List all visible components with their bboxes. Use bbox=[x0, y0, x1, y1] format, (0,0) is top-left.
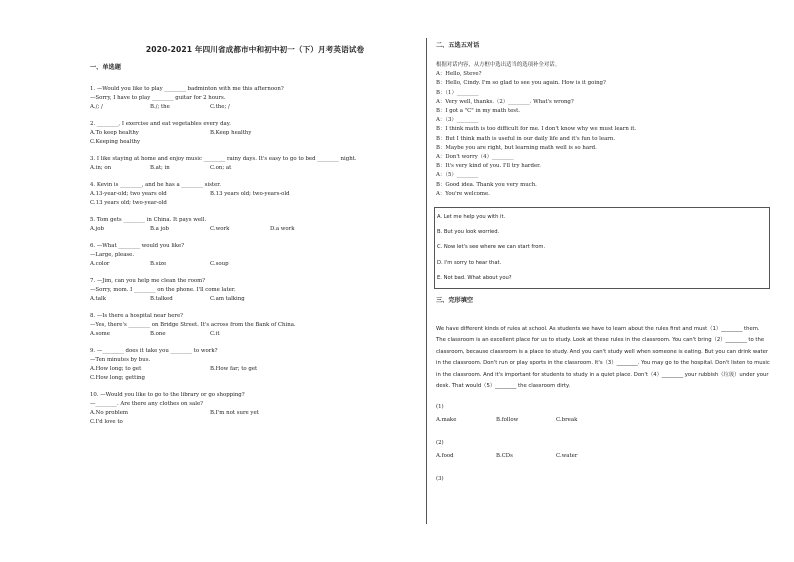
option-b: B.Keep healthy bbox=[210, 130, 252, 136]
question-3 bbox=[90, 155, 410, 173]
question-text: 3. I like staying at home and enjoy music ________ rainy days. It's easy to go to bed ________ night. bbox=[90, 156, 357, 162]
question-1 bbox=[90, 85, 410, 112]
option-a: A.in; on bbox=[90, 165, 112, 171]
options-row bbox=[90, 225, 410, 234]
right-column bbox=[436, 40, 772, 488]
question-9 bbox=[90, 347, 410, 383]
option-a: A.To keep healthy bbox=[90, 130, 139, 136]
option-c: C.it bbox=[210, 331, 220, 337]
question-text: —Sorry, mom. I ________ on the phone. I'll come later. bbox=[90, 287, 236, 293]
section-heading-single-choice: 一、单选题 bbox=[90, 64, 121, 71]
dialogue-line: B：It's very kind of you. I'll try harder. bbox=[436, 163, 541, 170]
option-b: B.13 years old; two-years-old bbox=[210, 191, 290, 197]
options-row bbox=[90, 190, 410, 199]
cloze-question-1 bbox=[436, 403, 772, 425]
question-text: —Ten minutes by bus. bbox=[90, 357, 151, 363]
option-b: B.I'm not sure yet bbox=[210, 410, 259, 416]
question-5 bbox=[90, 216, 410, 234]
option-b: B.at; in bbox=[150, 165, 170, 171]
options-row bbox=[436, 416, 772, 425]
cloze-number: (1) bbox=[436, 403, 444, 410]
option-a: A.job bbox=[90, 226, 104, 232]
question-text: 1. —Would you like to play ________ badminton with me this afternoon? bbox=[90, 86, 284, 92]
question-6 bbox=[90, 242, 410, 269]
option-c: C.soup bbox=[210, 261, 229, 267]
dialogue-line: B：Hello, Cindy. I'm so glad to see you again. How is it going? bbox=[436, 80, 606, 87]
question-text: —Large, please. bbox=[90, 252, 135, 258]
question-10 bbox=[90, 391, 410, 427]
option-a: A.How long; to get bbox=[90, 366, 142, 372]
option-c: C.water bbox=[556, 452, 578, 459]
dialogue-line: B：But I think math is useful in our daily life and it's fun to learn. bbox=[436, 135, 616, 142]
box-option-c: C. Now let's see where we can start from. bbox=[437, 244, 546, 251]
question-7 bbox=[90, 277, 410, 304]
question-text: 7. —Jim, can you help me clean the room? bbox=[90, 278, 206, 284]
question-text: 8. —Is there a hospital near here? bbox=[90, 313, 184, 319]
dialogue-line: A：Don't worry（4）________ bbox=[436, 154, 514, 161]
dialogue-line: B：Good idea. Thank you very much. bbox=[436, 181, 537, 188]
options-row bbox=[90, 330, 410, 339]
question-text: 10. —Would you like to go to the library or go shopping? bbox=[90, 392, 245, 398]
options-box bbox=[434, 207, 770, 289]
option-d: D.a work bbox=[270, 226, 295, 232]
box-option-b: B. But you look worried. bbox=[437, 229, 500, 236]
options-row bbox=[90, 295, 410, 304]
question-text: 9. —________ does it take you ________ to work? bbox=[90, 348, 218, 354]
option-b: B.one bbox=[150, 331, 166, 337]
cloze-passage: We have different kinds of rules at school. As students we have to learn about the rules first and must（1）________ them. The classroom is an excellent place for us to study. Look at these rules in the classroom. You can't bring（2）________ to the classroom, because classroom is a place to study. And you can't study well when someone is eating. But you can drink water in the classroom. Don't run or play sports in the classroom. It's（3）________. You may go to the hospital. Don't listen to music in the classroom. And it's important for students to study in a quiet place. Don't（4）________ your rubbish（垃圾）under your desk. That would（5）________ the classroom dirty. bbox=[436, 326, 770, 390]
dialogue-line: B：I got a "C" in my math test. bbox=[436, 108, 520, 115]
cloze-question-3 bbox=[436, 475, 772, 484]
dialogue-line: A：（5）________ bbox=[436, 172, 479, 179]
option-b: B.How far; to get bbox=[210, 366, 258, 372]
dialogue-line: A：You're welcome. bbox=[436, 190, 490, 197]
dialogue-line: B：I think math is too difficult for me. I don't know why we must learn it. bbox=[436, 126, 637, 133]
options-row bbox=[90, 409, 410, 418]
option-b: B.talked bbox=[150, 296, 173, 302]
option-b: B.CDs bbox=[496, 452, 513, 459]
section-heading-dialogue: 二、五选五对话 bbox=[436, 42, 480, 49]
options-row bbox=[90, 164, 410, 173]
option-c: C.I'd love to bbox=[90, 419, 123, 425]
option-a: A.talk bbox=[90, 296, 106, 302]
question-text: —Yes, there's ________ on Bridge Street. It's across from the Bank of China. bbox=[90, 322, 296, 328]
question-text: —Sorry, I have to play ________ guitar for 2 hours. bbox=[90, 95, 226, 101]
question-text: 4. Kevin is ________, and he has a ________ sister. bbox=[90, 182, 221, 188]
box-option-e: E. Not bad. What about you? bbox=[437, 274, 512, 281]
option-c: C.on; at bbox=[210, 165, 232, 171]
question-text: —________. Are there any clothes on sale? bbox=[90, 401, 204, 407]
question-text: 2. ________, I exercise and eat vegetables every day. bbox=[90, 121, 231, 127]
cloze-question-2 bbox=[436, 439, 772, 461]
options-row bbox=[90, 103, 410, 112]
box-option-a: A. Let me help you with it. bbox=[437, 214, 506, 221]
cloze-number: (3) bbox=[436, 475, 444, 482]
option-a: A./; / bbox=[90, 104, 103, 110]
left-column bbox=[90, 44, 410, 435]
question-text: 6. —What ________ would you like? bbox=[90, 243, 185, 249]
dialogue-line: A：（3）________ bbox=[436, 117, 479, 124]
option-a: A.No problem bbox=[90, 410, 129, 416]
option-b: B.a job bbox=[150, 226, 169, 232]
option-b: B.size bbox=[150, 261, 167, 267]
option-a: A.some bbox=[90, 331, 110, 337]
option-c: C.Keeping healthy bbox=[90, 139, 141, 145]
option-c: C.13 years old; two-year-old bbox=[90, 200, 167, 206]
option-b: B./; the bbox=[150, 104, 170, 110]
dialogue-instructions: 根据对话内容，从方框中选出适当的选项补全对话。 bbox=[436, 62, 560, 68]
cloze-number: (2) bbox=[436, 439, 444, 446]
option-c: C.am talking bbox=[210, 296, 245, 302]
option-a: A.food bbox=[436, 452, 454, 459]
page-title: 2020-2021 年四川省成都市中和初中初一（下）月考英语试卷 bbox=[145, 45, 365, 54]
dialogue bbox=[436, 70, 772, 199]
dialogue-line: B：Maybe you are right, but learning math well is so hard. bbox=[436, 144, 597, 151]
option-a: A.13-year-old; two years old bbox=[90, 191, 167, 197]
dialogue-line: A：Very well, thanks.（2）________. What's wrong? bbox=[436, 98, 574, 105]
options-row bbox=[436, 452, 772, 461]
question-8 bbox=[90, 312, 410, 339]
section-heading-cloze: 三、完形填空 bbox=[436, 297, 474, 305]
options-row bbox=[90, 129, 410, 138]
options-row bbox=[90, 260, 410, 269]
question-2 bbox=[90, 120, 410, 147]
options-row bbox=[90, 365, 410, 374]
box-option-d: D. I'm sorry to hear that. bbox=[437, 259, 502, 266]
question-4 bbox=[90, 181, 410, 208]
column-divider bbox=[426, 38, 427, 524]
question-text: 5. Tom gets ________ in China. It pays well. bbox=[90, 217, 207, 223]
option-b: B.follow bbox=[496, 416, 519, 423]
option-a: A.color bbox=[90, 261, 110, 267]
option-c: C.the; / bbox=[210, 104, 230, 110]
dialogue-line: B：（1）________ bbox=[436, 89, 479, 96]
dialogue-line: A：Hello, Steve? bbox=[436, 71, 482, 78]
option-a: A.make bbox=[436, 416, 457, 423]
option-c: C.work bbox=[210, 226, 230, 232]
option-c: C.How long; getting bbox=[90, 375, 145, 381]
option-c: C.break bbox=[556, 416, 578, 423]
